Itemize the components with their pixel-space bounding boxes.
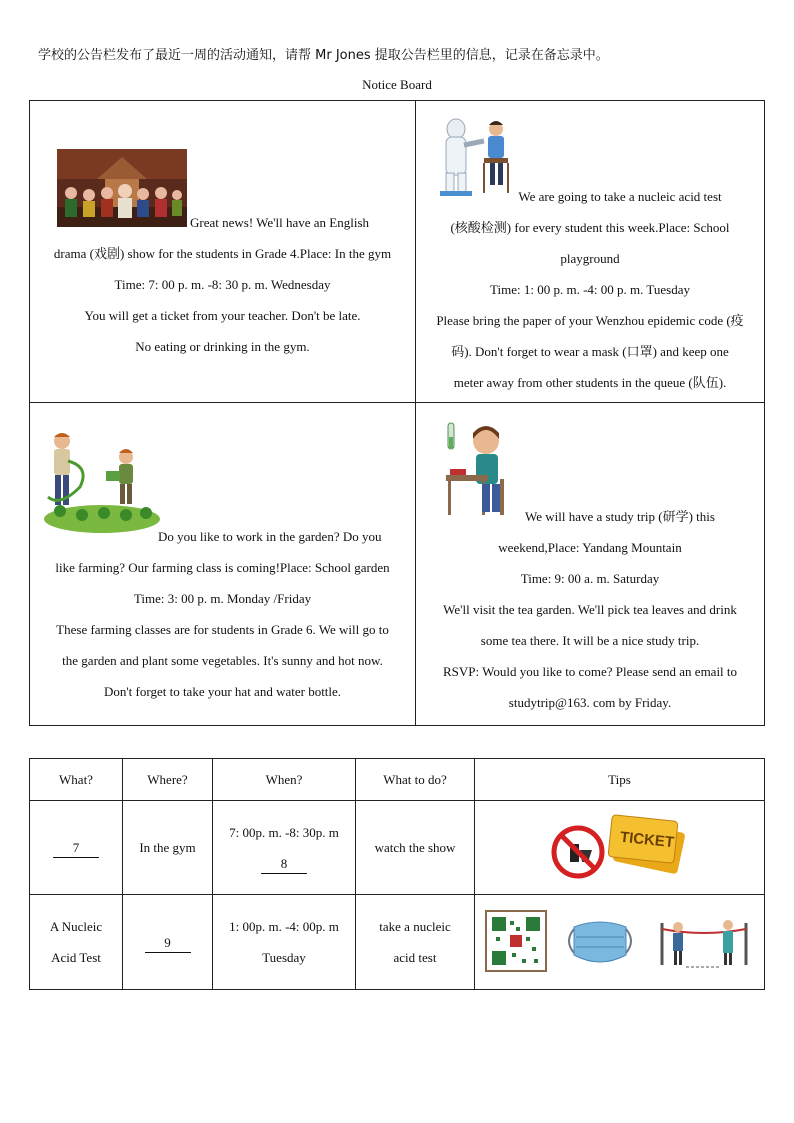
ticket-label: TICKET: [618, 828, 675, 851]
notice-farming: [30, 403, 416, 726]
nucleic-notice-text: [416, 181, 764, 398]
header-where: Where?: [123, 759, 213, 801]
trip-notice-text: [416, 501, 764, 718]
header-what-to-do: What to do?: [356, 759, 475, 801]
tips-images-row1: [550, 812, 690, 884]
header-tips: Tips: [475, 759, 765, 801]
memo-what-cell: [30, 895, 123, 990]
trip-line: We'll visit the tea garden. We'll pick tea leaves and drink: [443, 602, 737, 617]
memo-tips-cell: [475, 801, 765, 895]
memo-tips-cell: [475, 895, 765, 990]
face-mask-icon: [569, 922, 631, 962]
memo-what-cell: [30, 801, 123, 895]
trip-line: Time: 9: 00 a. m. Saturday: [520, 571, 660, 586]
qr-code-icon: [486, 911, 546, 971]
trip-line: some tea there. It will be a nice study trip.: [480, 633, 700, 648]
farming-line: These farming classes are for students in Grade 6. We will go to: [56, 622, 389, 637]
nucleic-line: 码). Don't forget to wear a mask (口罩) and keep one: [451, 344, 729, 359]
memo-todo-line: take a nucleic: [379, 919, 451, 934]
nucleic-line: Please bring the paper of your Wenzhou epidemic code (疫: [436, 313, 744, 328]
nucleic-line: We are going to take a nucleic acid test: [518, 189, 722, 204]
notice-drama: [30, 101, 416, 403]
farming-line: Do you like to work in the garden? Do you: [158, 529, 382, 544]
drama-notice-text: [30, 207, 415, 362]
memo-todo-cell: [356, 895, 475, 990]
queue-distance-icon: [662, 920, 746, 967]
farming-notice-text: [30, 521, 415, 707]
memo-what-line: Acid Test: [51, 950, 101, 965]
trip-line: We will have a study trip (研学) this: [525, 509, 715, 524]
farming-image: [40, 427, 160, 535]
memo-when-cell: [213, 801, 356, 895]
memo-table: [29, 758, 765, 990]
memo-when-time: 7: 00p. m. -8: 30p. m: [229, 824, 339, 840]
ticket-icon: [607, 814, 685, 874]
memo-when-time: 1: 00p. m. -4: 00p. m: [229, 919, 339, 934]
tips-images-row2: [482, 907, 758, 977]
instruction-text: 学校的公告栏发布了最近一周的活动通知，请帮 Mr Jones 提取公告栏里的信息，记录在备忘录中。: [38, 48, 609, 63]
notice-nucleic-test: [416, 101, 765, 403]
nucleic-line: meter away from other students in the queue (队伍).: [453, 375, 727, 390]
farming-line: Don't forget to take your hat and water bottle.: [103, 684, 342, 699]
memo-when-day: Tuesday: [262, 950, 306, 965]
farming-line: Time: 3: 00 p. m. Monday /Friday: [133, 591, 312, 606]
memo-what-line: A Nucleic: [49, 919, 103, 934]
farming-line: like farming? Our farming class is coming!Place: School garden: [55, 560, 390, 575]
memo-row-nucleic: [30, 895, 765, 990]
nucleic-line: (核酸检测) for every student this week.Place: School: [450, 220, 730, 235]
memo-todo-line: acid test: [393, 950, 437, 965]
drama-line: drama (戏剧) show for the students in Grade 4.Place: In the gym: [53, 246, 392, 261]
answer-blank-8[interactable]: 8: [261, 855, 307, 874]
drama-line: Great news! We'll have an English: [190, 215, 370, 230]
memo-row-drama: [30, 801, 765, 895]
answer-blank-7[interactable]: 7: [53, 839, 99, 858]
notice-study-trip: [416, 403, 765, 726]
trip-line: weekend,Place: Yandang Mountain: [498, 540, 682, 555]
notice-board-title: Notice Board: [362, 77, 432, 92]
trip-line: RSVP: Would you like to come? Please send an email to: [442, 664, 738, 679]
farming-line: the garden and plant some vegetables. It's sunny and hot now.: [62, 653, 383, 668]
memo-header-row: [30, 759, 765, 801]
drama-line: You will get a ticket from your teacher. Don't be late.: [84, 308, 361, 323]
answer-blank-9[interactable]: 9: [145, 934, 191, 953]
header-what: What?: [30, 759, 123, 801]
nucleic-line: playground: [560, 251, 620, 266]
no-eating-drinking-icon: [554, 828, 602, 876]
notice-board: [29, 100, 765, 726]
memo-where-cell: In the gym: [123, 801, 213, 895]
drama-line: No eating or drinking in the gym.: [135, 339, 310, 354]
memo-where-cell: [123, 895, 213, 990]
memo-when-cell: [213, 895, 356, 990]
header-when: When?: [213, 759, 356, 801]
drama-line: Time: 7: 00 p. m. -8: 30 p. m. Wednesday: [114, 277, 331, 292]
nucleic-line: Time: 1: 00 p. m. -4: 00 p. m. Tuesday: [490, 282, 690, 297]
memo-todo-cell: watch the show: [356, 801, 475, 895]
trip-line: studytrip@163. com by Friday.: [508, 695, 672, 710]
